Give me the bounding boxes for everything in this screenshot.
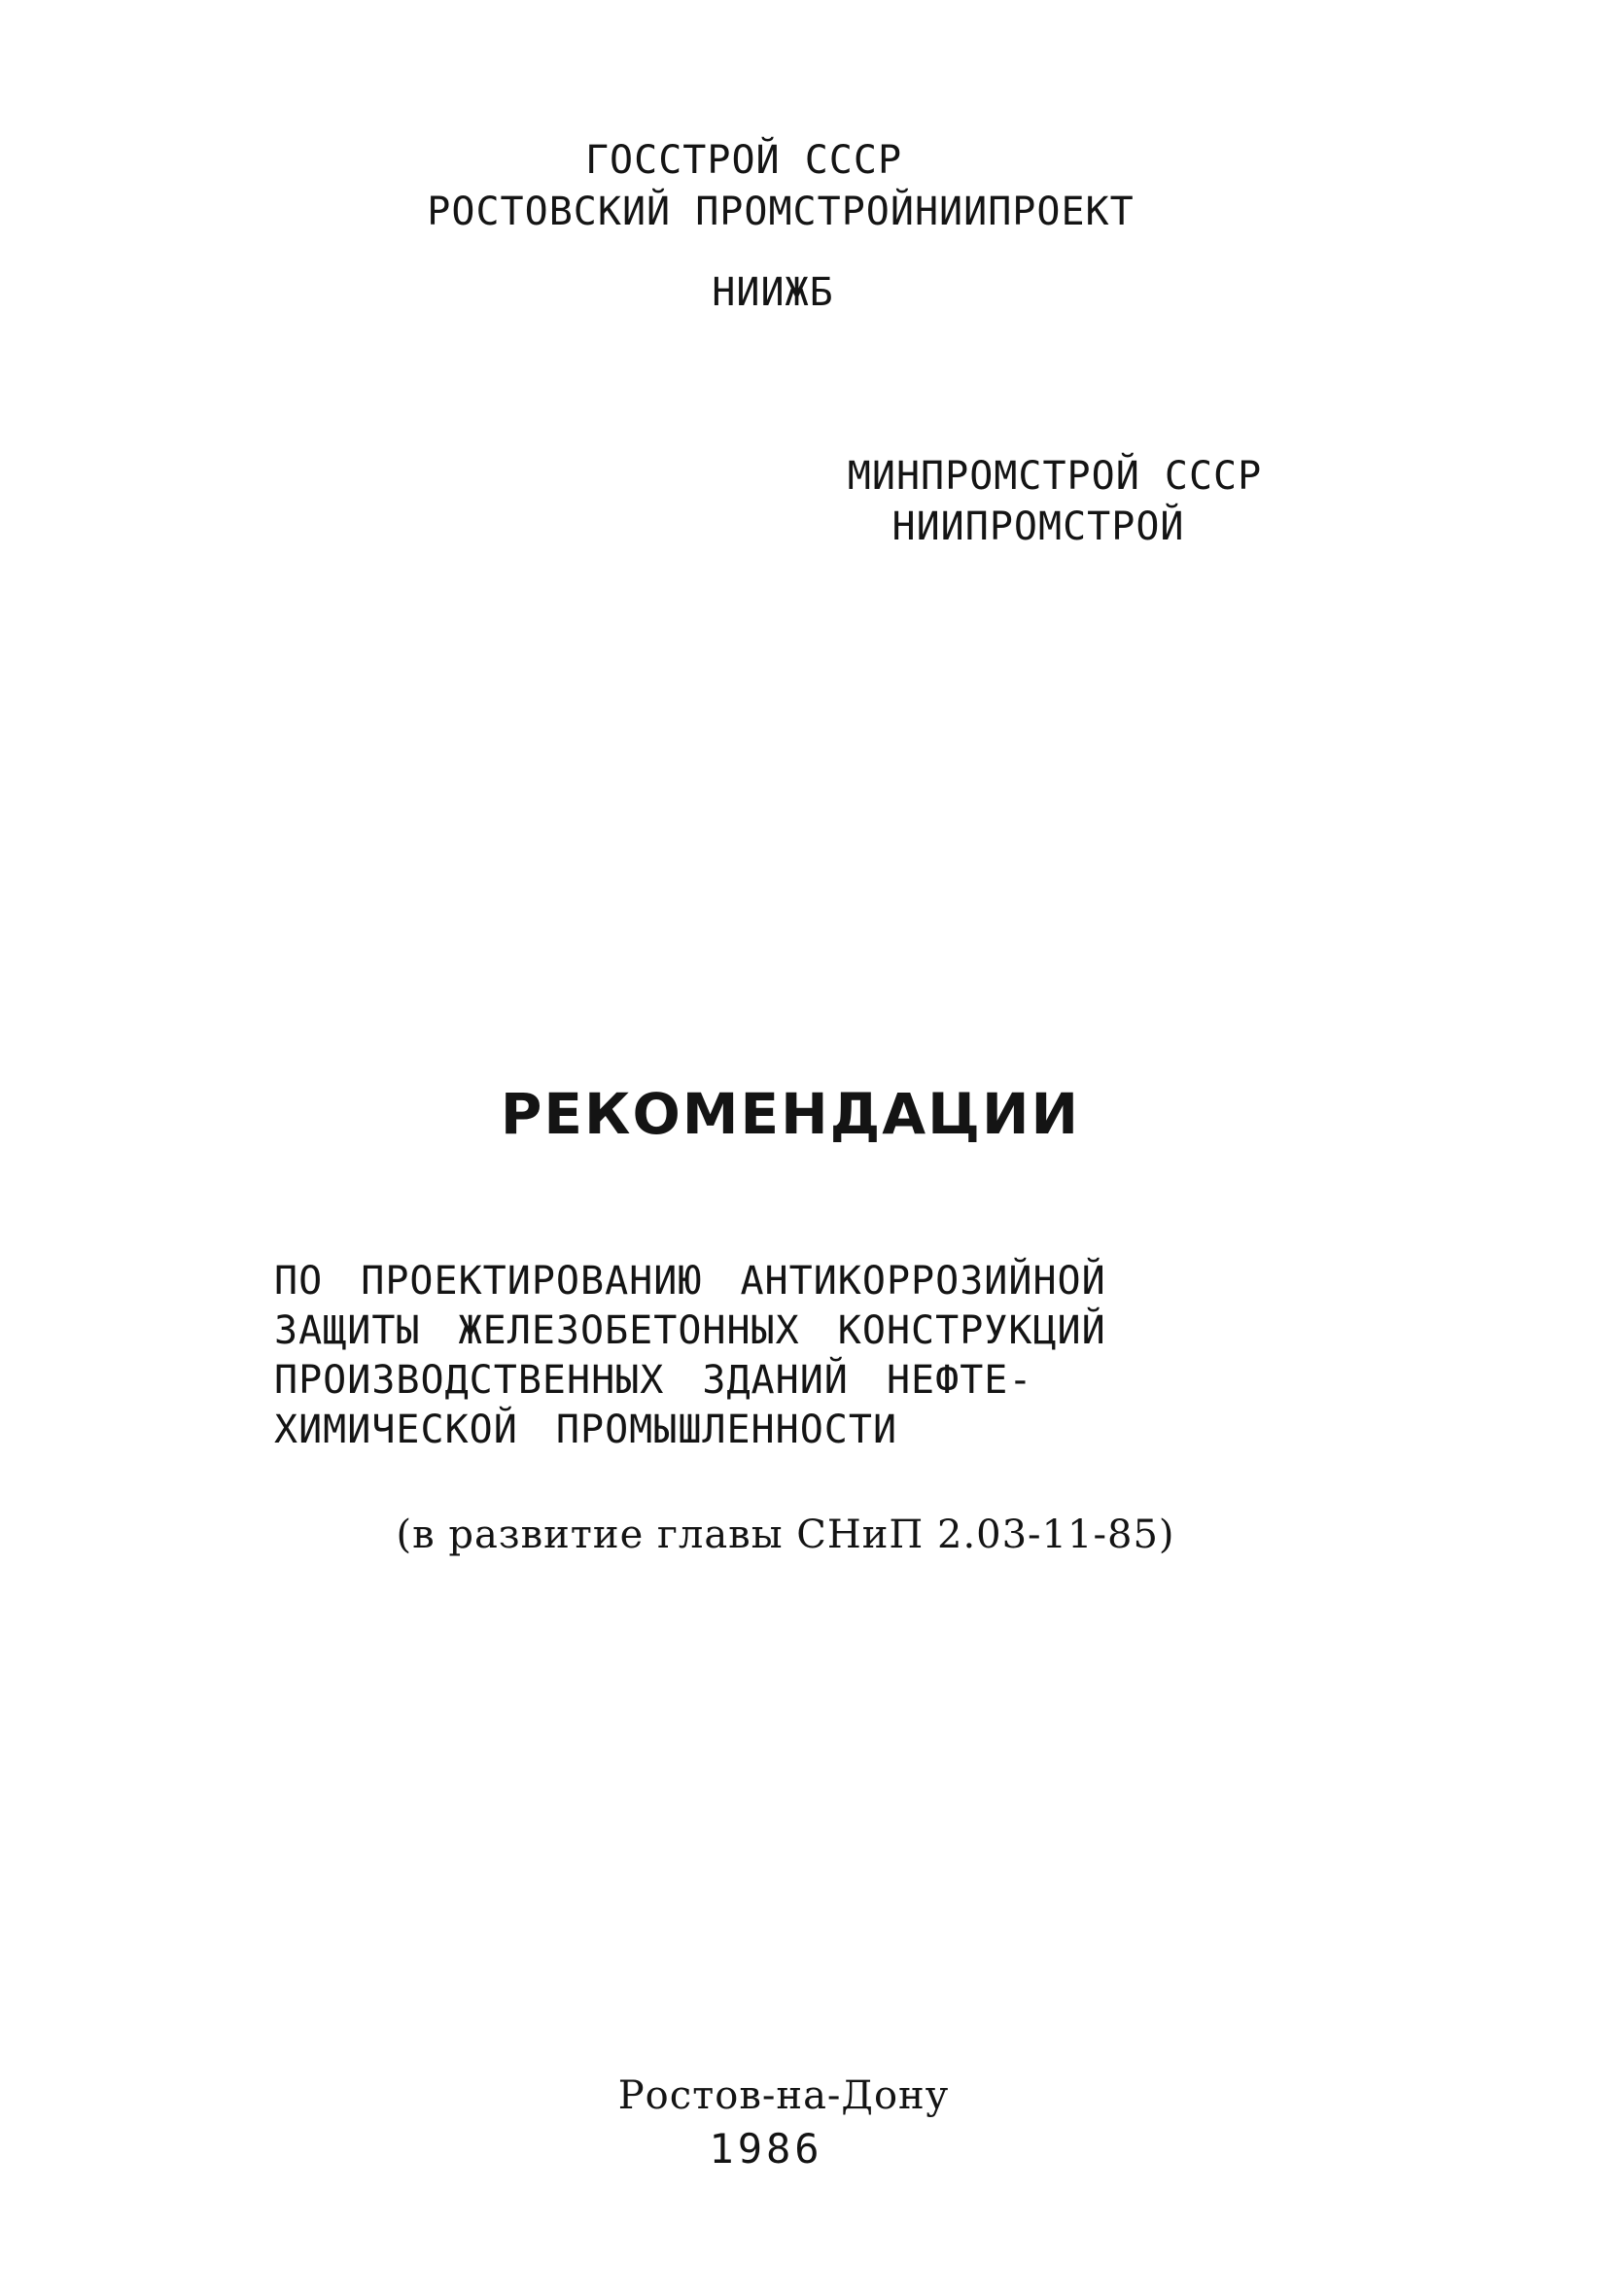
subtitle-line: ХИМИЧЕСКОЙ ПРОМЫШЛЕННОСТИ xyxy=(274,1408,898,1452)
snip-reference-note: (в развитие главы СНиП 2.03-11-85) xyxy=(396,1513,1175,1557)
ministry-line-minpromstroy: МИНПРОМСТРОЙ СССР xyxy=(847,454,1263,499)
subtitle-line: ЗАЩИТЫ ЖЕЛЕЗОБЕТОННЫХ КОНСТРУКЦИЙ xyxy=(274,1308,1106,1353)
org-line-rostov-institute: РОСТОВСКИЙ ПРОМСТРОЙНИИПРОЕКТ xyxy=(427,190,1135,234)
document-title: РЕКОМЕНДАЦИИ xyxy=(500,1081,1081,1147)
imprint-year: 1986 xyxy=(709,2125,823,2173)
subtitle-line: ПО ПРОЕКТИРОВАНИЮ АНТИКОРРОЗИЙНОЙ xyxy=(274,1259,1106,1304)
org-line-gosstroy: ГОССТРОЙ СССР xyxy=(584,138,903,183)
org-line-niizhb: НИИЖБ xyxy=(712,270,834,315)
imprint-city: Ростов-на-Дону xyxy=(617,2073,950,2118)
ministry-line-niipromstroy: НИИПРОМСТРОЙ xyxy=(891,504,1185,549)
subtitle-line: ПРОИЗВОДСТВЕННЫХ ЗДАНИЙ НЕФТЕ- xyxy=(274,1358,1033,1403)
